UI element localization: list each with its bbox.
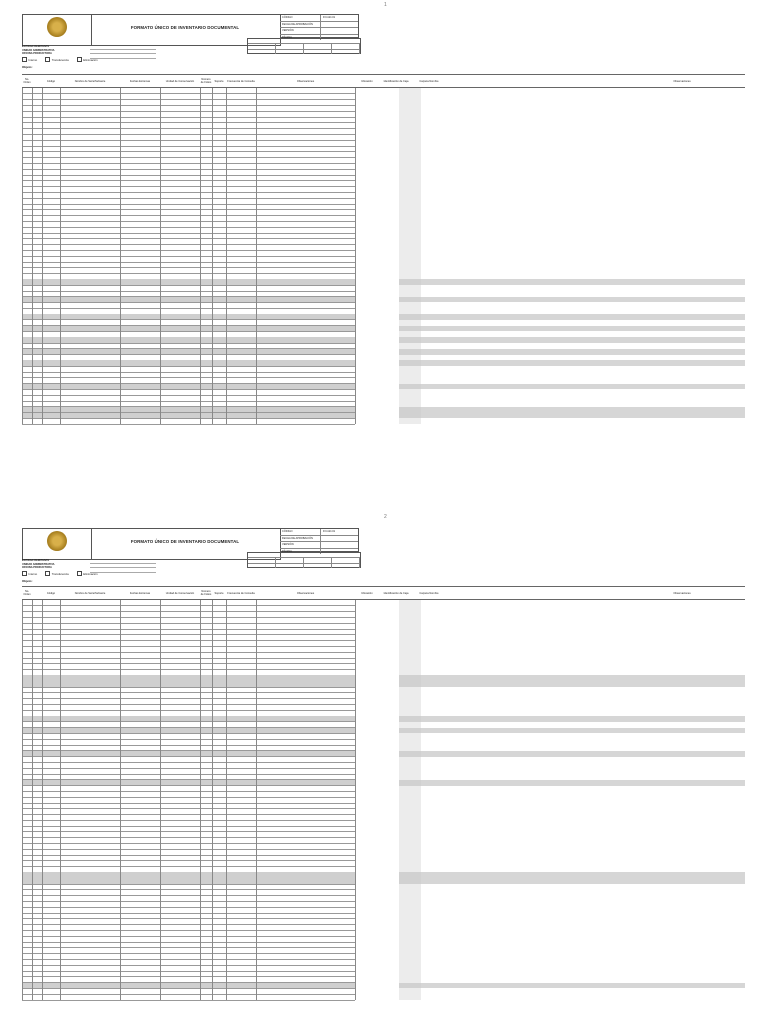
inventory-purpose <box>22 57 98 62</box>
registry-box <box>247 552 361 568</box>
document-title: FORMATO ÚNICO DE INVENTARIO DOCUMENTAL <box>130 25 240 30</box>
checkbox-label: Interno <box>28 57 38 62</box>
inventory-table <box>22 74 745 424</box>
column-header: Identificación de Caja <box>383 79 409 83</box>
entity-values <box>90 45 156 59</box>
entity-label: OFICINA PRODUCTORA <box>22 566 52 570</box>
inventory-table <box>22 586 745 1000</box>
checkbox[interactable] <box>77 571 82 576</box>
column-header: Soporte <box>214 79 224 83</box>
column-header: No. Orden <box>23 590 31 596</box>
column-header: Nombre de Serie/Subserie <box>74 79 106 83</box>
column-header: Observaciones <box>296 591 315 595</box>
seal-icon <box>47 531 67 551</box>
meta-value <box>320 28 323 34</box>
checkbox-label: Interno <box>28 571 38 576</box>
meta-key: FECHA DE APROBACIÓN <box>282 536 313 540</box>
registry-box <box>247 38 361 54</box>
entity-value <box>90 54 156 59</box>
meta-key: PÁGINA <box>282 35 292 39</box>
table-body <box>22 600 745 1000</box>
location-column <box>399 600 421 1000</box>
table-body <box>22 88 745 424</box>
table-header <box>22 586 745 600</box>
column-header: Observaciones <box>673 591 691 595</box>
meta-value <box>320 542 323 548</box>
column-header: Ubicación <box>361 591 373 595</box>
column-header: Unidad de Conservación <box>165 79 195 83</box>
entity-label: UNIDAD ADMINISTRATIVA <box>22 562 55 566</box>
checkbox[interactable] <box>22 571 27 576</box>
column-header: Frecuencia de Consulta <box>227 591 255 595</box>
entity-labels <box>22 559 90 570</box>
column-header: Carpeta Nombre <box>419 79 439 83</box>
checkbox-label: Transferencia <box>51 57 69 62</box>
meta-value <box>320 536 323 542</box>
column-header: Número de Folios <box>200 590 212 596</box>
column-header: Unidad de Conservación <box>165 591 195 595</box>
column-header: Frecuencia de Consulta <box>227 79 255 83</box>
table-row <box>22 418 745 424</box>
column-header: Número de Folios <box>200 78 212 84</box>
meta-value: FO-GD-01 <box>320 15 335 21</box>
document-page <box>22 2 746 484</box>
entity-label: ENTIDAD REMITENTE <box>22 45 50 48</box>
checkbox[interactable] <box>22 57 27 62</box>
column-header: Observaciones <box>296 79 315 83</box>
column-header: Ubicación <box>361 79 373 83</box>
document-page <box>22 514 746 998</box>
document-meta <box>280 528 359 552</box>
column-header: Identificación de Caja <box>383 591 409 595</box>
checkbox-label: Eliminación <box>83 57 98 62</box>
column-header: Código <box>46 591 56 595</box>
entity-label: UNIDAD ADMINISTRATIVA <box>22 48 55 52</box>
entity-value <box>90 568 156 573</box>
entity-label: OFICINA PRODUCTORA <box>22 52 52 56</box>
column-header: Observaciones <box>673 79 691 83</box>
checkbox[interactable] <box>77 57 82 62</box>
form-header <box>22 14 360 69</box>
checkbox-label: Transferencia <box>51 571 69 576</box>
meta-key: VERSIÓN <box>282 29 294 32</box>
checkbox-label: Eliminación <box>83 571 98 576</box>
checkbox[interactable] <box>45 571 50 576</box>
meta-key: FECHA DE APROBACIÓN <box>282 22 313 26</box>
document-meta <box>280 14 359 38</box>
meta-key: VERSIÓN <box>282 543 294 546</box>
document-title: FORMATO ÚNICO DE INVENTARIO DOCUMENTAL <box>130 539 240 544</box>
entity-label: ENTIDAD REMITENTE <box>22 559 50 562</box>
meta-value <box>320 22 323 28</box>
location-column <box>399 88 421 424</box>
inventory-purpose <box>22 571 98 576</box>
page-number: 2 <box>384 514 387 520</box>
meta-key: CÓDIGO <box>282 530 293 533</box>
entity-labels <box>22 45 90 56</box>
column-header: Soporte <box>214 591 224 595</box>
column-header: No. Orden <box>23 78 31 84</box>
meta-key: PÁGINA <box>282 549 292 553</box>
objeto-label: Objeto: <box>22 65 33 69</box>
column-header: Fechas Extremas <box>129 79 151 83</box>
logo <box>22 528 92 560</box>
checkbox[interactable] <box>45 57 50 62</box>
column-header: Código <box>46 79 56 83</box>
meta-value: FO-GD-01 <box>320 529 335 535</box>
seal-icon <box>47 17 67 37</box>
form-header <box>22 528 360 583</box>
meta-key: CÓDIGO <box>282 16 293 19</box>
table-header <box>22 74 745 88</box>
page-number: 1 <box>384 2 387 8</box>
logo <box>22 14 92 46</box>
column-header: Nombre de Serie/Subserie <box>74 591 106 595</box>
column-header: Carpeta Nombre <box>419 591 439 595</box>
column-header: Fechas Extremas <box>129 591 151 595</box>
table-row <box>22 994 745 1000</box>
entity-values <box>90 559 156 573</box>
objeto-label: Objeto: <box>22 579 33 583</box>
